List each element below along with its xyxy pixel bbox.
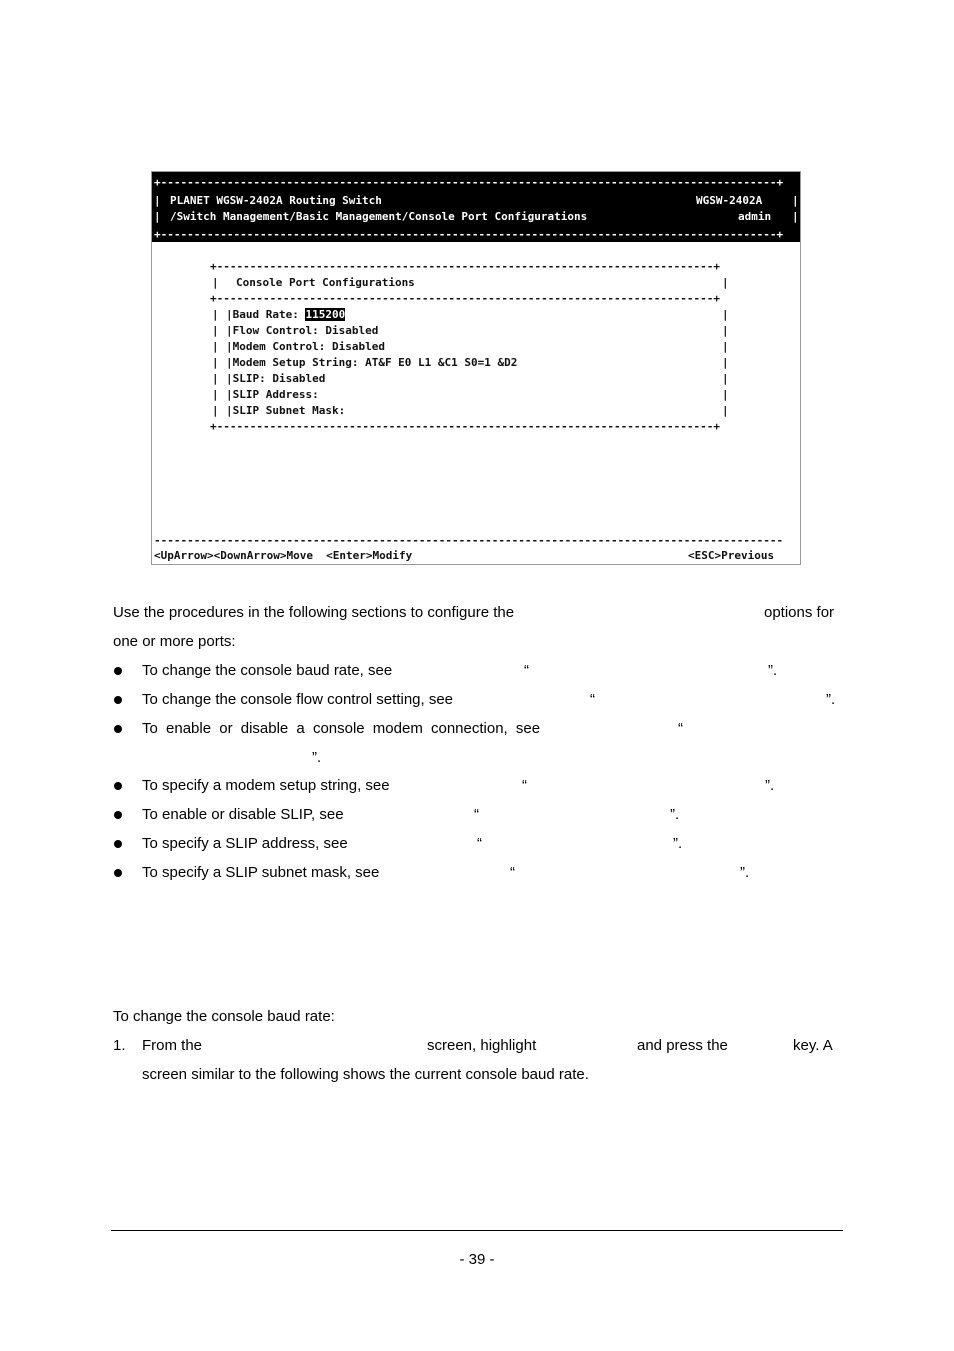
close-quote: ”. [673,835,683,852]
box-pipe: | [722,372,729,385]
box-pipe: | [212,324,219,337]
bullet-dot [114,811,122,819]
step-text: From the [142,1037,203,1054]
close-quote: ”. [670,806,680,823]
header-bottom-border: +---------------------------------------------------------------------------------------------+ [154,228,784,241]
box-pipe: | [212,340,219,353]
box-top-border: +---------------------------------------------------------------------------+ [210,260,720,273]
box-pipe: | [722,388,729,401]
bullet-text: To change the console flow control setting, see [142,691,454,708]
box-pipe: | [212,404,219,417]
bullet-text: To specify a modem setup string, see [142,777,390,794]
bullet-text: To specify a SLIP address, see [142,835,348,852]
box-title: Console Port Configurations [236,276,415,289]
baud-rate-value[interactable]: 115200 [305,308,346,321]
box-pipe: | [722,276,729,289]
box-pipe: | [722,308,729,321]
open-quote: “ [522,777,527,794]
step-number: 1. [113,1037,126,1054]
terminal-model: WGSW-2402A [696,194,763,207]
slip-field[interactable]: |SLIP: Disabled [226,372,326,385]
open-quote: “ [474,806,479,823]
box-pipe: | [212,276,219,289]
open-quote: “ [678,720,683,737]
modem-setup-field[interactable]: |Modem Setup String: AT&F E0 L1 &C1 S0=1 &D2 [226,356,518,369]
close-quote: ”. [312,749,322,766]
bullet-text: To enable or disable SLIP, see [142,806,344,823]
box-pipe: | [212,388,219,401]
header-pipe-right-2: | [792,210,799,223]
box-pipe: | [722,356,729,369]
flow-control-field[interactable]: |Flow Control: Disabled [226,324,379,337]
console-screenshot [151,171,801,565]
terminal-path: /Switch Management/Basic Management/Console Port Configurations [170,210,588,223]
box-pipe: | [722,340,729,353]
box-pipe: | [722,324,729,337]
header-pipe-right: | [792,194,799,207]
step-text-line2: screen similar to the following shows the current console baud rate. [142,1066,589,1083]
bullet-dot [114,840,122,848]
slip-address-field[interactable]: |SLIP Address: [226,388,319,401]
footer-rule [111,1230,843,1231]
bullet-dot [114,696,122,704]
close-quote: ”. [765,777,775,794]
box-pipe: | [212,372,219,385]
slip-mask-field[interactable]: |SLIP Subnet Mask: [226,404,346,417]
close-quote: ”. [740,864,750,881]
page-number: - 39 - [459,1251,495,1268]
header-top-border: +---------------------------------------------------------------------------------------------+ [154,176,784,189]
intro-text: Use the procedures in the following sections to configure the [113,604,515,621]
open-quote: “ [510,864,515,881]
step-text: and press the [637,1037,728,1054]
procedure-intro: To change the console baud rate: [113,1008,335,1025]
intro-text-line2: one or more ports: [113,633,236,650]
baud-rate-label: |Baud Rate: [226,308,306,321]
header-pipe-left-2: | [154,210,161,223]
bullet-text: To change the console baud rate, see [142,662,393,679]
header-pipe-left: | [154,194,161,207]
footer-divider: ----------------------------------------------------------------------------------------------- [154,534,784,547]
step-text: screen, highlight [427,1037,537,1054]
box-pipe: | [212,308,219,321]
footer-previous: <ESC>Previous [688,549,775,562]
box-pipe: | [212,356,219,369]
close-quote: ”. [768,662,778,679]
bullet-dot [114,869,122,877]
box-divider: +---------------------------------------------------------------------------+ [210,292,720,305]
modem-control-field[interactable]: |Modem Control: Disabled [226,340,385,353]
bullet-dot [114,782,122,790]
step-text: key. A [793,1037,833,1054]
box-pipe: | [722,404,729,417]
open-quote: “ [590,691,595,708]
close-quote: ”. [826,691,836,708]
open-quote: “ [477,835,482,852]
footer-help: <UpArrow><DownArrow>Move <Enter>Modify [154,549,413,562]
bullet-dot [114,667,122,675]
terminal-user: admin [738,210,772,223]
terminal-title: PLANET WGSW-2402A Routing Switch [170,194,382,207]
bullet-text: To enable or disable a console modem connection, see [142,720,541,737]
bullet-text: To specify a SLIP subnet mask, see [142,864,380,881]
bullet-dot [114,725,122,733]
open-quote: “ [524,662,529,679]
intro-text-end: options for [764,604,835,621]
box-bottom-border: +---------------------------------------------------------------------------+ [210,420,720,433]
baud-rate-field[interactable] [226,308,345,322]
